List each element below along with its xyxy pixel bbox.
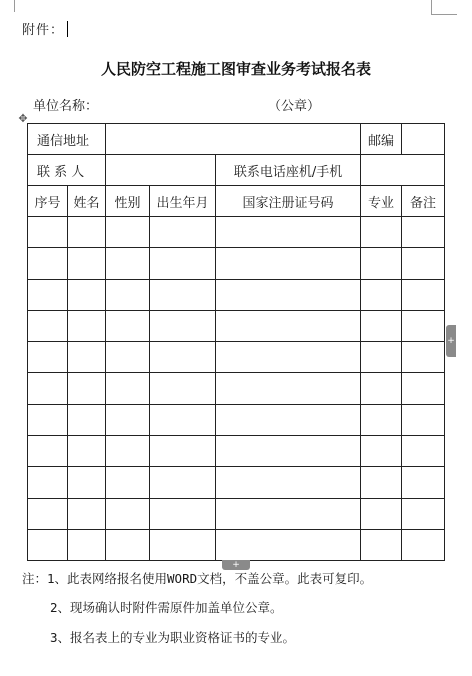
table-cell[interactable] xyxy=(150,217,216,248)
table-cell[interactable] xyxy=(28,279,68,310)
table-cell[interactable] xyxy=(150,279,216,310)
table-cell[interactable] xyxy=(68,248,106,279)
table-cell[interactable] xyxy=(402,498,445,529)
table-cell[interactable] xyxy=(402,248,445,279)
table-cell[interactable] xyxy=(106,342,150,373)
table-cell[interactable] xyxy=(68,529,106,560)
table-cell[interactable] xyxy=(150,467,216,498)
table-cell[interactable] xyxy=(361,217,402,248)
add-row-tab[interactable]: + xyxy=(222,560,250,570)
table-cell[interactable] xyxy=(28,310,68,341)
postcode-label: 邮编 xyxy=(361,124,402,155)
table-cell[interactable] xyxy=(28,529,68,560)
table-cell[interactable] xyxy=(402,467,445,498)
table-cell[interactable] xyxy=(28,404,68,435)
table-cell[interactable] xyxy=(402,436,445,467)
table-cell[interactable] xyxy=(106,310,150,341)
table-cell[interactable] xyxy=(216,310,361,341)
table-cell[interactable] xyxy=(106,436,150,467)
table-row xyxy=(28,498,445,529)
table-cell[interactable] xyxy=(402,279,445,310)
contact-field[interactable] xyxy=(106,155,216,186)
header-row xyxy=(28,186,445,217)
table-cell[interactable] xyxy=(106,279,150,310)
table-cell[interactable] xyxy=(216,467,361,498)
table-cell[interactable] xyxy=(216,404,361,435)
contact-label: 联 系 人 xyxy=(28,155,106,186)
table-cell[interactable] xyxy=(216,373,361,404)
table-cell[interactable] xyxy=(402,217,445,248)
table-cell[interactable] xyxy=(68,467,106,498)
table-cell[interactable] xyxy=(68,217,106,248)
table-cell[interactable] xyxy=(216,436,361,467)
table-cell[interactable] xyxy=(28,373,68,404)
unit-name-label: 单位名称： xyxy=(33,99,99,114)
table-row xyxy=(28,373,445,404)
table-cell[interactable] xyxy=(216,342,361,373)
postcode-field[interactable] xyxy=(402,124,445,155)
table-cell[interactable] xyxy=(68,404,106,435)
header-remarks: 备注 xyxy=(402,186,445,217)
phone-field[interactable] xyxy=(361,155,445,186)
table-cell[interactable] xyxy=(150,310,216,341)
table-move-handle-icon[interactable]: ✥ xyxy=(18,112,28,125)
attachment-label xyxy=(22,19,68,38)
table-row xyxy=(28,342,445,373)
table-cell[interactable] xyxy=(216,498,361,529)
header-cert-number: 国家注册证号码 xyxy=(216,186,361,217)
phone-label: 联系电话座机/手机 xyxy=(216,155,361,186)
table-cell[interactable] xyxy=(150,248,216,279)
contact-row xyxy=(28,155,445,186)
table-row xyxy=(28,467,445,498)
table-cell[interactable] xyxy=(216,217,361,248)
side-expand-tab[interactable]: + xyxy=(446,325,456,357)
table-cell[interactable] xyxy=(216,279,361,310)
table-cell[interactable] xyxy=(28,467,68,498)
table-cell[interactable] xyxy=(106,248,150,279)
table-cell[interactable] xyxy=(402,529,445,560)
table-cell[interactable] xyxy=(28,217,68,248)
table-cell[interactable] xyxy=(106,529,150,560)
header-name: 姓名 xyxy=(68,186,106,217)
table-cell[interactable] xyxy=(106,498,150,529)
table-cell[interactable] xyxy=(68,373,106,404)
table-cell[interactable] xyxy=(361,279,402,310)
registration-table xyxy=(27,123,445,561)
table-cell[interactable] xyxy=(361,373,402,404)
table-cell[interactable] xyxy=(150,436,216,467)
table-cell[interactable] xyxy=(28,436,68,467)
table-cell[interactable] xyxy=(361,436,402,467)
table-cell[interactable] xyxy=(402,404,445,435)
table-cell[interactable] xyxy=(68,310,106,341)
table-row xyxy=(28,404,445,435)
table-cell[interactable] xyxy=(150,498,216,529)
header-index: 序号 xyxy=(28,186,68,217)
seal-label: （公章） xyxy=(268,99,321,114)
address-row xyxy=(28,124,445,155)
table-cell[interactable] xyxy=(361,248,402,279)
table-cell[interactable] xyxy=(216,529,361,560)
crop-mark-top-right-horizontal xyxy=(431,14,457,16)
table-row xyxy=(28,248,445,279)
table-cell[interactable] xyxy=(361,467,402,498)
table-cell[interactable] xyxy=(28,248,68,279)
table-cell[interactable] xyxy=(150,342,216,373)
crop-mark-top-right xyxy=(431,0,433,14)
table-cell[interactable] xyxy=(106,467,150,498)
table-cell[interactable] xyxy=(402,310,445,341)
table-cell[interactable] xyxy=(68,436,106,467)
header-specialty: 专业 xyxy=(361,186,402,217)
note-2: 2、现场确认时附件需原件加盖单位公章。 xyxy=(50,600,283,615)
note-3: 3、报名表上的专业为职业资格证书的专业。 xyxy=(50,630,296,645)
table-row xyxy=(28,217,445,248)
text-cursor xyxy=(67,21,68,37)
table-cell[interactable] xyxy=(106,373,150,404)
table-cell[interactable] xyxy=(150,404,216,435)
table-cell[interactable] xyxy=(150,529,216,560)
crop-mark-top-left xyxy=(14,0,16,12)
address-field[interactable] xyxy=(106,124,361,155)
table-cell[interactable] xyxy=(28,498,68,529)
table-row xyxy=(28,279,445,310)
table-cell[interactable] xyxy=(216,248,361,279)
header-gender: 性别 xyxy=(106,186,150,217)
table-cell[interactable] xyxy=(361,498,402,529)
table-cell[interactable] xyxy=(361,404,402,435)
table-cell[interactable] xyxy=(106,217,150,248)
attachment-text: 附件： xyxy=(22,23,65,38)
table-cell[interactable] xyxy=(150,373,216,404)
note-1: 注：1、此表网络报名使用WORD文档，不盖公章。此表可复印。 xyxy=(22,571,373,586)
table-cell[interactable] xyxy=(28,342,68,373)
table-cell[interactable] xyxy=(68,498,106,529)
form-title: 人民防空工程施工图审查业务考试报名表 xyxy=(100,60,371,78)
table-row xyxy=(28,310,445,341)
header-birth: 出生年月 xyxy=(150,186,216,217)
table-cell[interactable] xyxy=(106,404,150,435)
table-row xyxy=(28,529,445,560)
table-cell[interactable] xyxy=(361,342,402,373)
table-cell[interactable] xyxy=(68,342,106,373)
table-cell[interactable] xyxy=(402,342,445,373)
table-cell[interactable] xyxy=(402,373,445,404)
table-cell[interactable] xyxy=(361,310,402,341)
table-row xyxy=(28,436,445,467)
address-label: 通信地址 xyxy=(28,124,106,155)
table-cell[interactable] xyxy=(68,279,106,310)
table-cell[interactable] xyxy=(361,529,402,560)
